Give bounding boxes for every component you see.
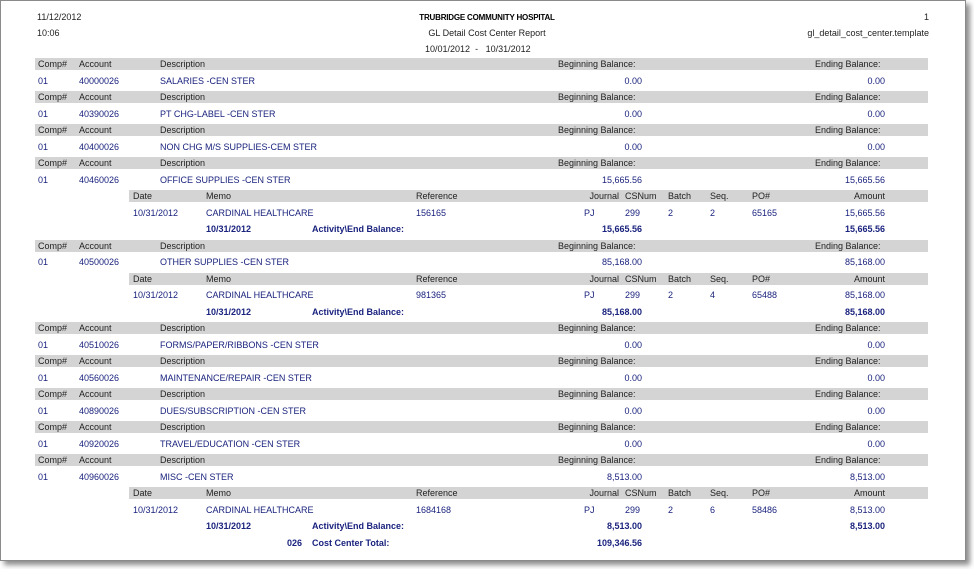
detail-memo: CARDINAL HEALTHCARE (206, 208, 314, 218)
detail-reference: 1684168 (416, 505, 452, 515)
activity-label: Activity\End Balance: (312, 224, 405, 234)
col-beginning-header: Beginning Balance: (558, 455, 636, 465)
detail-amount: 85,168.00 (844, 290, 885, 300)
col-beginning-header: Beginning Balance: (558, 125, 636, 135)
page-number: 1 (923, 12, 929, 22)
col-reference-header: Reference (416, 274, 458, 284)
col-account-header: Account (79, 422, 112, 432)
detail-header-band (129, 487, 928, 499)
detail-memo: CARDINAL HEALTHCARE (206, 505, 314, 515)
account-comp: 01 (38, 472, 49, 482)
col-ending-header: Ending Balance: (815, 389, 881, 399)
account-comp: 01 (38, 109, 49, 119)
range-end: 10/31/2012 (485, 44, 531, 54)
detail-header-band (129, 273, 928, 285)
detail-memo: CARDINAL HEALTHCARE (206, 290, 314, 300)
col-date-header: Date (133, 191, 153, 201)
report-title: GL Detail Cost Center Report (428, 28, 546, 38)
col-seq-header: Seq. (710, 488, 729, 498)
detail-reference: 156165 (416, 208, 447, 218)
activity-balance: 8,513.00 (606, 521, 642, 531)
account-description: OTHER SUPPLIES -CEN STER (160, 257, 290, 267)
col-ending-header: Ending Balance: (815, 241, 881, 251)
account-number: 40510026 (79, 340, 120, 350)
activity-date: 10/31/2012 (206, 307, 252, 317)
cost-center-total-label: Cost Center Total: (312, 538, 390, 548)
beginning-balance: 0.00 (624, 406, 642, 416)
beginning-balance: 0.00 (624, 76, 642, 86)
detail-journal: PJ (584, 290, 595, 300)
activity-end-balance: 85,168.00 (844, 307, 885, 317)
col-beginning-header: Beginning Balance: (558, 323, 636, 333)
col-description-header: Description (160, 455, 206, 465)
col-description-header: Description (160, 241, 206, 251)
detail-date: 10/31/2012 (133, 208, 179, 218)
account-description: MAINTENANCE/REPAIR -CEN STER (160, 373, 312, 383)
col-ending-header: Ending Balance: (815, 356, 881, 366)
ending-balance: 0.00 (867, 76, 885, 86)
range-start: 10/01/2012 (425, 44, 471, 54)
account-comp: 01 (38, 76, 49, 86)
detail-amount: 15,665.56 (844, 208, 885, 218)
range-separator: - (475, 44, 479, 54)
col-comp-header: Comp# (38, 241, 68, 251)
ending-balance: 0.00 (867, 373, 885, 383)
col-amount-header: Amount (853, 191, 885, 201)
beginning-balance: 8,513.00 (606, 472, 642, 482)
detail-csnum: 299 (625, 505, 641, 515)
col-comp-header: Comp# (38, 92, 68, 102)
activity-date: 10/31/2012 (206, 521, 252, 531)
col-ending-header: Ending Balance: (815, 455, 881, 465)
col-memo-header: Memo (206, 488, 232, 498)
account-number: 40560026 (79, 373, 120, 383)
col-account-header: Account (79, 323, 112, 333)
account-comp: 01 (38, 406, 49, 416)
col-journal-header: Journal (589, 274, 619, 284)
account-comp: 01 (38, 142, 49, 152)
col-po-header: PO# (752, 274, 771, 284)
col-comp-header: Comp# (38, 422, 68, 432)
detail-seq: 6 (710, 505, 716, 515)
col-amount-header: Amount (853, 488, 885, 498)
col-description-header: Description (160, 422, 206, 432)
ending-balance: 15,665.56 (844, 175, 885, 185)
col-comp-header: Comp# (38, 125, 68, 135)
beginning-balance: 0.00 (624, 373, 642, 383)
detail-csnum: 299 (625, 208, 641, 218)
cost-center-total-amount: 109,346.56 (596, 538, 642, 548)
detail-seq: 4 (710, 290, 716, 300)
detail-reference: 981365 (416, 290, 447, 300)
activity-date: 10/31/2012 (206, 224, 252, 234)
detail-journal: PJ (584, 505, 595, 515)
detail-amount: 8,513.00 (849, 505, 885, 515)
col-beginning-header: Beginning Balance: (558, 92, 636, 102)
cost-center-code: 026 (287, 538, 303, 548)
account-number: 40460026 (79, 175, 120, 185)
account-description: NON CHG M/S SUPPLIES-CEM STER (160, 142, 318, 152)
detail-batch: 2 (668, 290, 674, 300)
account-comp: 01 (38, 175, 49, 185)
detail-po: 65165 (752, 208, 778, 218)
col-account-header: Account (79, 158, 112, 168)
activity-balance: 85,168.00 (601, 307, 642, 317)
col-ending-header: Ending Balance: (815, 125, 881, 135)
col-description-header: Description (160, 356, 206, 366)
activity-end-balance: 15,665.56 (844, 224, 885, 234)
col-po-header: PO# (752, 488, 771, 498)
col-beginning-header: Beginning Balance: (558, 356, 636, 366)
col-csnum-header: CSNum (625, 191, 657, 201)
account-number: 40500026 (79, 257, 120, 267)
col-amount-header: Amount (853, 274, 885, 284)
hospital-name: TRUBRIDGE COMMUNITY HOSPITAL (419, 13, 555, 22)
beginning-balance: 85,168.00 (601, 257, 642, 267)
detail-journal: PJ (584, 208, 595, 218)
beginning-balance: 0.00 (624, 142, 642, 152)
col-ending-header: Ending Balance: (815, 92, 881, 102)
col-date-header: Date (133, 274, 153, 284)
report-date: 11/12/2012 (37, 12, 82, 22)
detail-batch: 2 (668, 208, 674, 218)
detail-seq: 2 (710, 208, 716, 218)
ending-balance: 0.00 (867, 142, 885, 152)
account-number: 40890026 (79, 406, 120, 416)
account-number: 40390026 (79, 109, 120, 119)
detail-po: 65488 (752, 290, 778, 300)
account-number: 40000026 (79, 76, 120, 86)
account-comp: 01 (38, 257, 49, 267)
detail-date: 10/31/2012 (133, 505, 179, 515)
col-reference-header: Reference (416, 488, 458, 498)
col-beginning-header: Beginning Balance: (558, 158, 636, 168)
col-beginning-header: Beginning Balance: (558, 59, 636, 69)
col-batch-header: Batch (668, 274, 692, 284)
col-comp-header: Comp# (38, 59, 68, 69)
beginning-balance: 0.00 (624, 340, 642, 350)
account-description: TRAVEL/EDUCATION -CEN STER (160, 439, 301, 449)
detail-header-band (129, 190, 928, 202)
ending-balance: 8,513.00 (849, 472, 885, 482)
ending-balance: 0.00 (867, 340, 885, 350)
account-description: MISC -CEN STER (160, 472, 234, 482)
col-ending-header: Ending Balance: (815, 59, 881, 69)
activity-label: Activity\End Balance: (312, 521, 405, 531)
account-number: 40920026 (79, 439, 120, 449)
col-account-header: Account (79, 389, 112, 399)
template-name: gl_detail_cost_center.template (807, 28, 929, 38)
col-beginning-header: Beginning Balance: (558, 389, 636, 399)
col-beginning-header: Beginning Balance: (558, 422, 636, 432)
detail-batch: 2 (668, 505, 674, 515)
account-number: 40960026 (79, 472, 120, 482)
col-journal-header: Journal (589, 488, 619, 498)
beginning-balance: 0.00 (624, 109, 642, 119)
detail-csnum: 299 (625, 290, 641, 300)
col-description-header: Description (160, 389, 206, 399)
ending-balance: 85,168.00 (844, 257, 885, 267)
activity-balance: 15,665.56 (601, 224, 642, 234)
account-description: PT CHG-LABEL -CEN STER (160, 109, 276, 119)
col-date-header: Date (133, 488, 153, 498)
col-comp-header: Comp# (38, 455, 68, 465)
activity-label: Activity\End Balance: (312, 307, 405, 317)
col-memo-header: Memo (206, 274, 232, 284)
col-csnum-header: CSNum (625, 488, 657, 498)
col-seq-header: Seq. (710, 274, 729, 284)
account-number: 40400026 (79, 142, 120, 152)
col-ending-header: Ending Balance: (815, 158, 881, 168)
col-account-header: Account (79, 59, 112, 69)
col-po-header: PO# (752, 191, 771, 201)
col-comp-header: Comp# (38, 158, 68, 168)
detail-po: 58486 (752, 505, 778, 515)
col-account-header: Account (79, 455, 112, 465)
ending-balance: 0.00 (867, 406, 885, 416)
col-description-header: Description (160, 92, 206, 102)
col-comp-header: Comp# (38, 356, 68, 366)
ending-balance: 0.00 (867, 439, 885, 449)
account-comp: 01 (38, 340, 49, 350)
account-description: FORMS/PAPER/RIBBONS -CEN STER (160, 340, 319, 350)
col-beginning-header: Beginning Balance: (558, 241, 636, 251)
col-seq-header: Seq. (710, 191, 729, 201)
col-account-header: Account (79, 356, 112, 366)
col-account-header: Account (79, 92, 112, 102)
col-reference-header: Reference (416, 191, 458, 201)
account-description: OFFICE SUPPLIES -CEN STER (160, 175, 291, 185)
col-description-header: Description (160, 59, 206, 69)
col-account-header: Account (79, 241, 112, 251)
col-description-header: Description (160, 323, 206, 333)
account-comp: 01 (38, 373, 49, 383)
report-time: 10:06 (37, 28, 60, 38)
col-comp-header: Comp# (38, 389, 68, 399)
col-csnum-header: CSNum (625, 274, 657, 284)
account-description: DUES/SUBSCRIPTION -CEN STER (160, 406, 307, 416)
beginning-balance: 0.00 (624, 439, 642, 449)
col-journal-header: Journal (589, 191, 619, 201)
col-account-header: Account (79, 125, 112, 135)
col-description-header: Description (160, 158, 206, 168)
col-batch-header: Batch (668, 488, 692, 498)
account-comp: 01 (38, 439, 49, 449)
col-comp-header: Comp# (38, 323, 68, 333)
ending-balance: 0.00 (867, 109, 885, 119)
beginning-balance: 15,665.56 (601, 175, 642, 185)
col-ending-header: Ending Balance: (815, 422, 881, 432)
col-description-header: Description (160, 125, 206, 135)
col-memo-header: Memo (206, 191, 232, 201)
date-range (425, 44, 531, 55)
col-ending-header: Ending Balance: (815, 323, 881, 333)
detail-date: 10/31/2012 (133, 290, 179, 300)
col-batch-header: Batch (668, 191, 692, 201)
account-description: SALARIES -CEN STER (160, 76, 256, 86)
activity-end-balance: 8,513.00 (849, 521, 885, 531)
